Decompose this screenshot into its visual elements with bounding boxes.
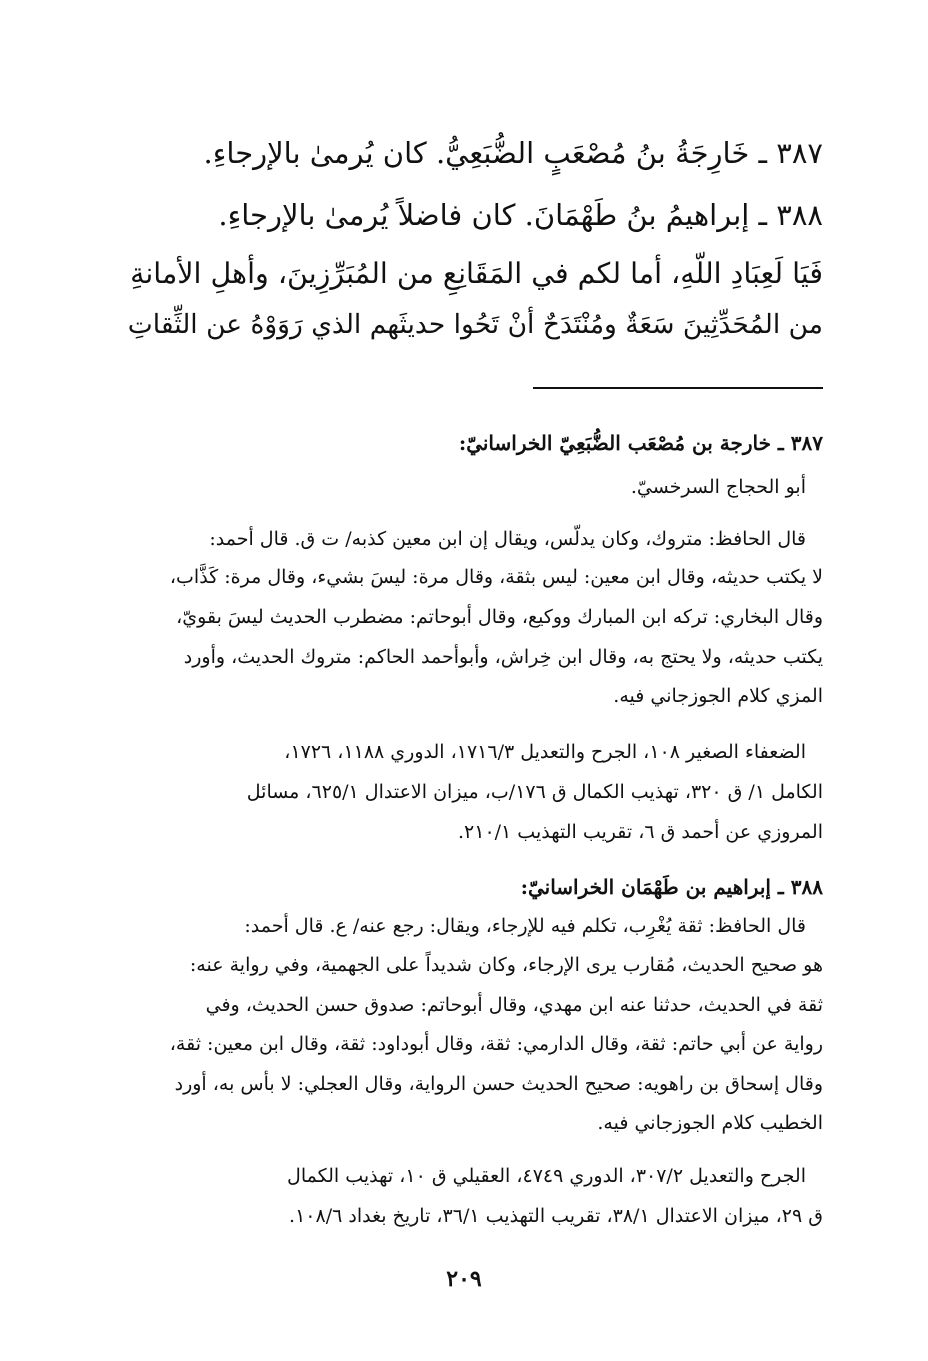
footnote-388-bio-line: وقال إسحاق بن راهويه: صحيح الحديث حسن الرواية، وقال العجلي: لا بأس به، أورد <box>174 1073 823 1095</box>
footnote-387-heading: ٣٨٧ ـ خارجة بن مُصْعَب الضُّبَعِيّ الخراسانيّ: <box>458 431 823 455</box>
main-entry-387: ٣٨٧ ـ خَارِجَةُ بنُ مُصْعَبٍ الضُّبَعِيُّ. كان يُرمىٰ بالإرجاءِ. <box>203 136 823 170</box>
footnote-388-heading: ٣٨٨ ـ إبراهيم بن طَهْمَان الخراسانيّ: <box>520 875 823 899</box>
footnote-388-bio-line: هو صحيح الحديث، مُقارب يرى الإرجاء، وكان شديداً على الجهمية، وفي رواية عنه: <box>189 954 823 976</box>
footnote-388-sources-line: الجرح والتعديل ٣٠٧/٢، الدوري ٤٧٤٩، العقيلي ق ١٠، تهذيب الكمال <box>287 1165 806 1187</box>
footnote-388-bio-line: ثقة في الحديث، حدثنا عنه ابن مهدي، وقال أبوحاتم: صدوق حسن الحديث، وفي <box>205 994 823 1016</box>
footnote-387-sources-line: الكامل ١/ ق ٣٢٠، تهذيب الكمال ق ١٧٦/ب، ميزان الاعتدال ٦٢٥/١، مسائل <box>246 781 823 803</box>
footnote-387-kunya: أبو الحجاج السرخسيّ. <box>630 476 806 498</box>
footnote-387-bio-line: قال الحافظ: متروك، وكان يدلّس، ويقال إن ابن معين كذبه/ ت ق. قال أحمد: <box>209 528 806 550</box>
footnote-387-bio-line: يكتب حديثه، ولا يحتج به، وقال ابن خِراش، وأبوأحمد الحاكم: متروك الحديث، وأورد <box>183 646 823 668</box>
poem-line-2: من المُحَدِّثِينَ سَعَةٌ ومُنْتَدَحٌ أنْ تَحُوا حديثَهم الذي رَوَوْهُ عن الثِّقاتِ <box>127 309 823 340</box>
footnote-387-sources-line: المروزي عن أحمد ق ٦، تقريب التهذيب ٢١٠/١. <box>457 821 823 843</box>
footnote-388-bio-line: الخطيب كلام الجوزجاني فيه. <box>597 1112 823 1134</box>
footnote-388-sources-line: ق ٢٩، ميزان الاعتدال ٣٨/١، تقريب التهذيب ٣٦/١، تاريخ بغداد ١٠٨/٦. <box>289 1205 823 1227</box>
footnote-387-bio-line: وقال البخاري: تركه ابن المبارك ووكيع، وقال أبوحاتم: مضطرب الحديث ليسَ بقويّ، <box>176 606 823 628</box>
poem-line-1: فَيَا لَعِبَادِ اللّهِ، أما لكم في المَقَانِعِ من المُبَرِّزِينَ، وأهلِ الأمانةِ <box>130 257 823 290</box>
page-number: ٢٠٩ <box>446 1266 482 1292</box>
footnote-388-bio-line: رواية عن أبي حاتم: ثقة، وقال الدارمي: ثقة، وقال أبوداود: ثقة، وقال ابن معين: ثقة، <box>169 1033 823 1055</box>
footnote-388-bio-line: قال الحافظ: ثقة يُغْرِب، تكلم فيه للإرجاء، ويقال: رجع عنه/ ع. قال أحمد: <box>244 915 806 937</box>
footnote-387-bio-line: المزي كلام الجوزجاني فيه. <box>613 685 823 707</box>
footnote-387-sources-line: الضعفاء الصغير ١٠٨، الجرح والتعديل ١٧١٦/٣، الدوري ١١٨٨، ١٧٢٦، <box>284 741 806 763</box>
footnote-387-bio-line: لا يكتب حديثه، وقال ابن معين: ليس بثقة، وقال مرة: ليسَ بشيء، وقال مرة: كَذَّاب، <box>169 566 823 588</box>
main-entry-388: ٣٨٨ ـ إبراهيمُ بنُ طَهْمَانَ. كان فاضلاً يُرمىٰ بالإرجاءِ. <box>218 198 823 232</box>
footnote-divider <box>533 387 823 389</box>
